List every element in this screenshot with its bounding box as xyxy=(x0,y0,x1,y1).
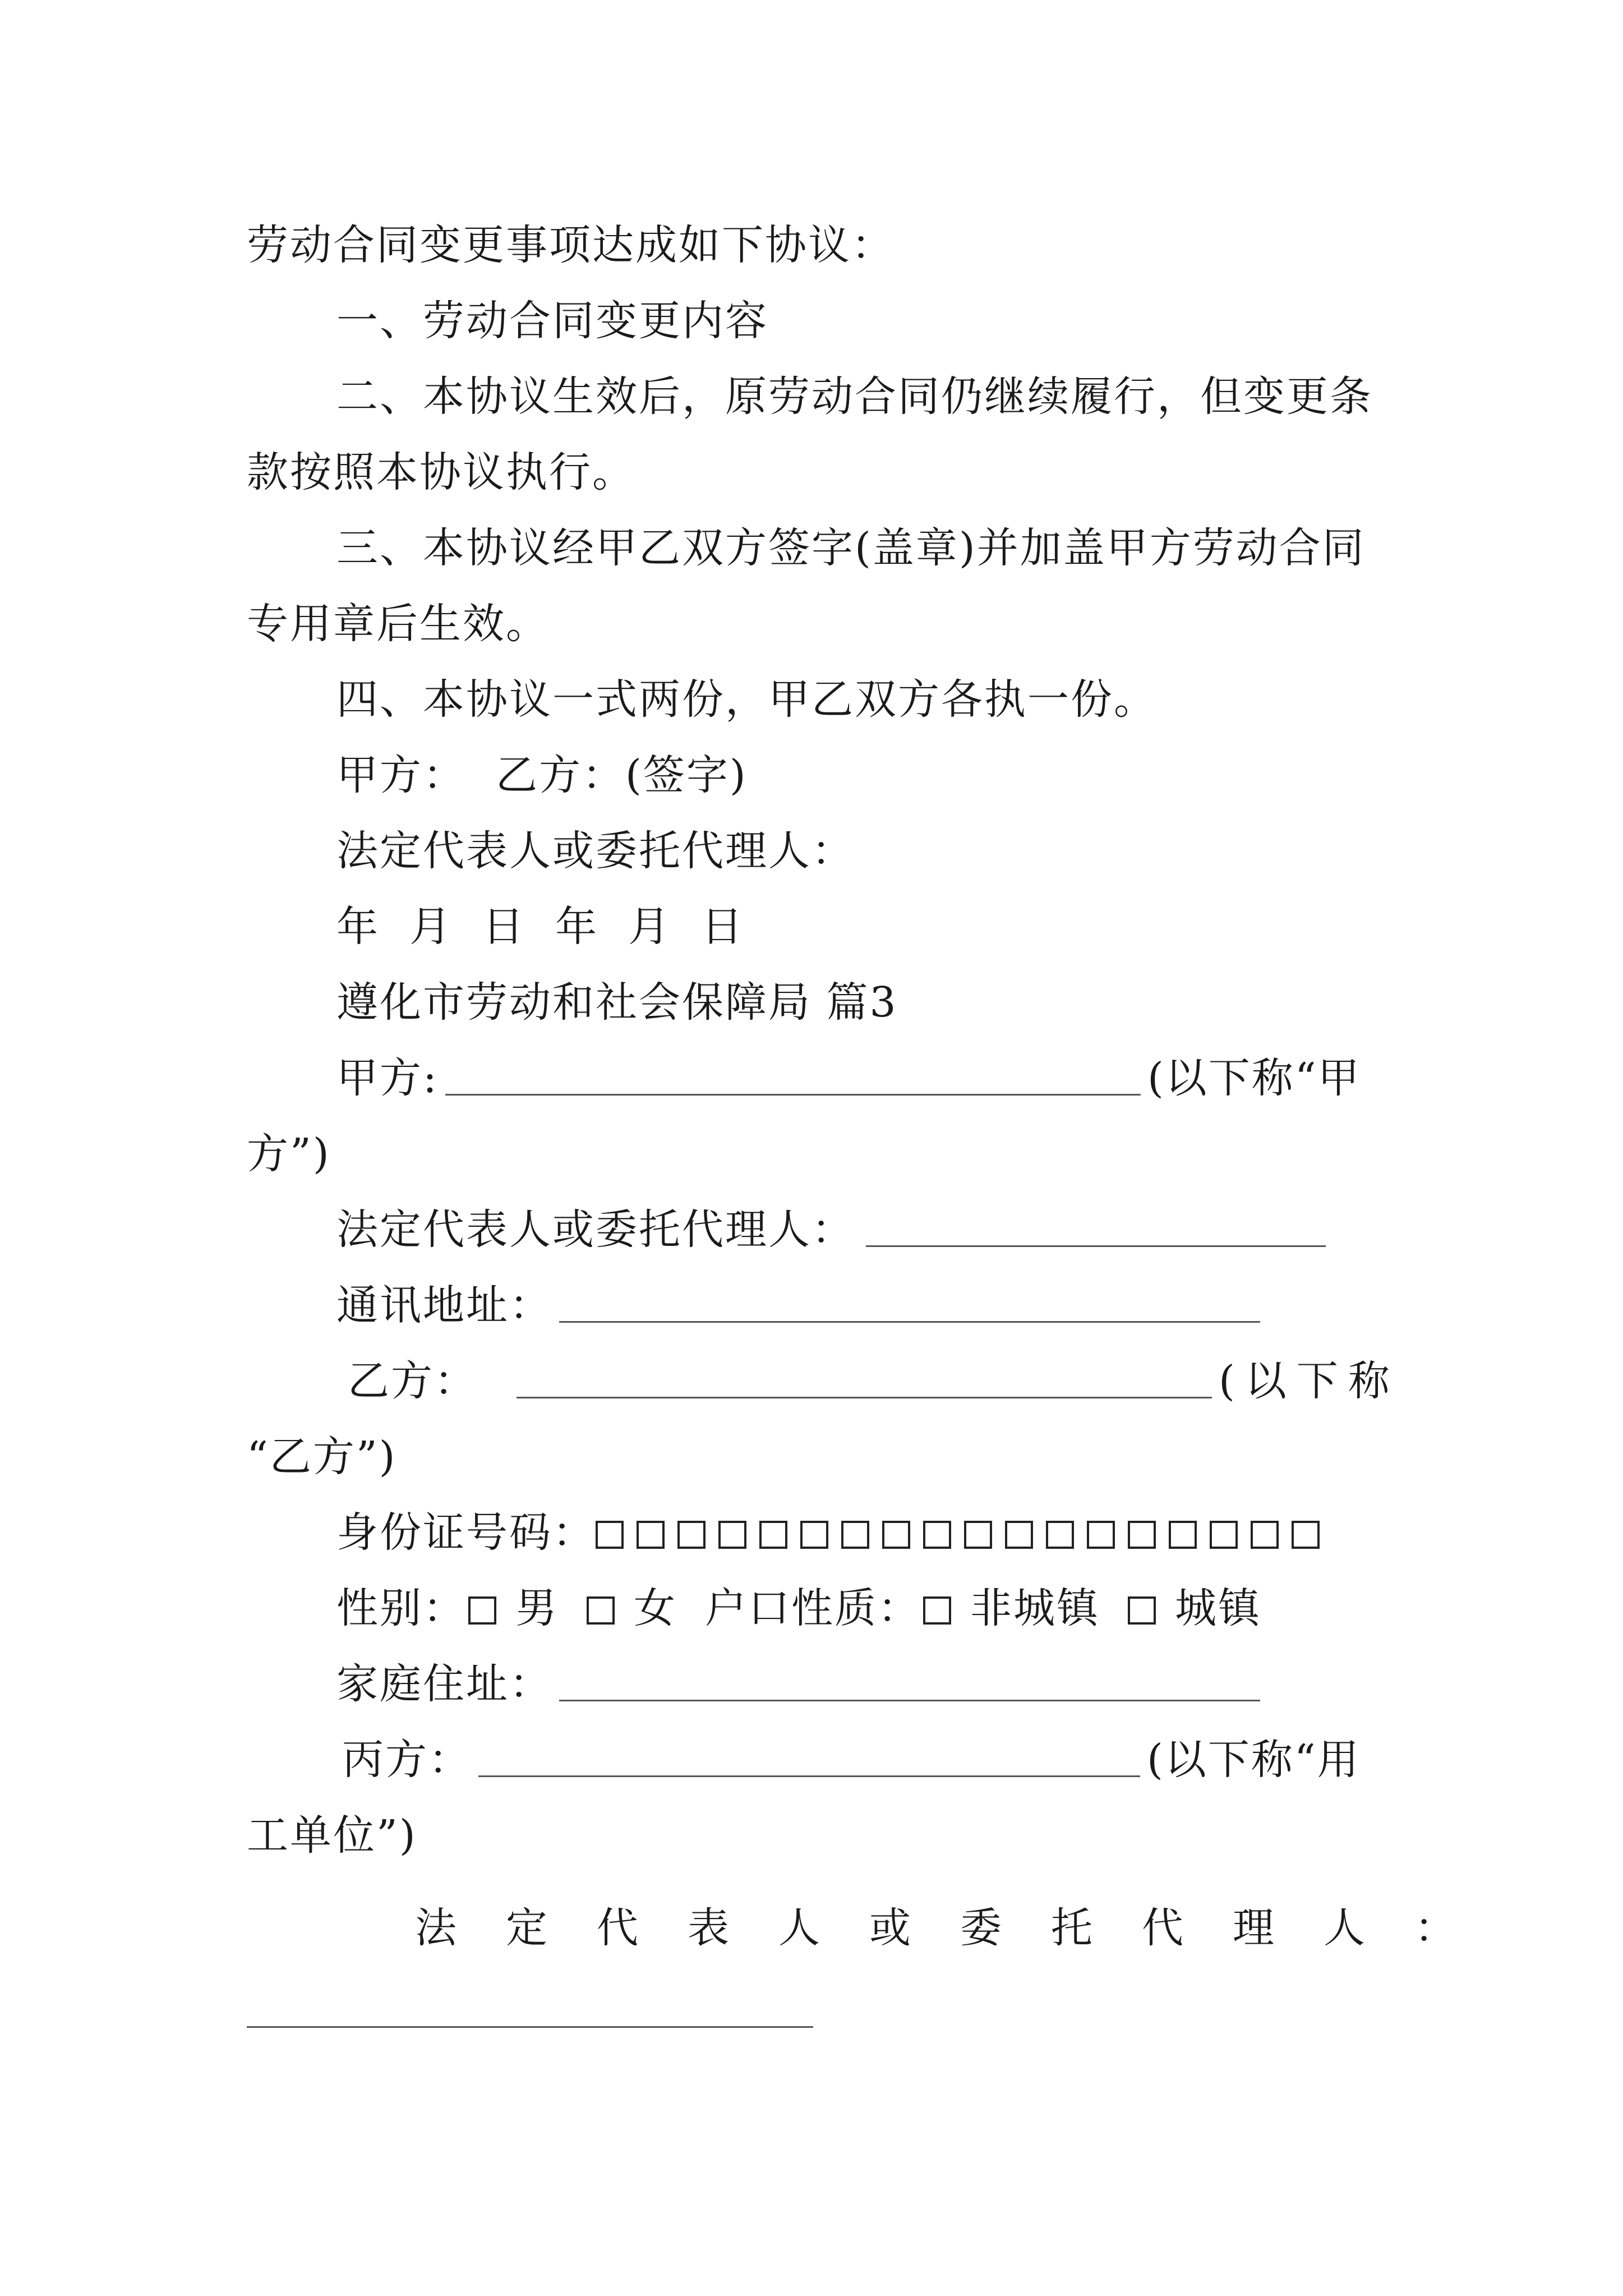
party-c-label: 丙方： xyxy=(342,1736,472,1784)
urban-checkbox[interactable] xyxy=(1128,1596,1156,1625)
party-b-suffix-cont: “乙方”) xyxy=(247,1433,397,1481)
paragraph-line: 劳动合同变更事项达成如下协议： xyxy=(247,221,895,269)
gender-label: 性别： xyxy=(336,1584,466,1632)
clause-text-cont: 款按照本协议执行。 xyxy=(247,448,635,496)
non-urban-label: 非城镇 xyxy=(970,1584,1100,1632)
id-digit-box[interactable] xyxy=(1210,1521,1238,1549)
hukou-label: 户口性质： xyxy=(705,1584,921,1632)
date-line: 年 月 日 年 月 日 xyxy=(336,903,745,951)
urban-label: 城镇 xyxy=(1175,1584,1261,1632)
address-field[interactable] xyxy=(559,1287,1260,1323)
id-digit-box[interactable] xyxy=(800,1521,828,1549)
id-digit-box[interactable] xyxy=(1292,1521,1320,1549)
clause-heading: 一、劳动合同变更内容 xyxy=(336,297,768,345)
clause-text-cont: 专用章后生效。 xyxy=(247,600,549,648)
representative-line: 法定代表人或委托代理人： xyxy=(336,827,855,875)
id-number-label: 身份证号码： xyxy=(336,1508,596,1557)
gender-hukou-row xyxy=(336,1584,1261,1632)
party-c-suffix-cont: 工单位”) xyxy=(247,1811,417,1860)
party-a-field[interactable] xyxy=(445,1060,1141,1096)
party-c-field[interactable] xyxy=(478,1742,1140,1777)
id-digit-box[interactable] xyxy=(923,1521,951,1549)
non-urban-checkbox[interactable] xyxy=(923,1596,951,1625)
address-label: 通讯地址： xyxy=(336,1281,552,1329)
id-digit-box[interactable] xyxy=(1046,1521,1074,1549)
id-digit-box[interactable] xyxy=(841,1521,869,1549)
section-title: 遵化市劳动和社会保障局 篇3 xyxy=(336,978,898,1027)
representative-field-2[interactable] xyxy=(247,2026,813,2028)
party-b-label: 乙方： xyxy=(348,1357,477,1405)
party-c-suffix: (以下称“用 xyxy=(1147,1736,1361,1784)
party-b-field[interactable] xyxy=(517,1363,1212,1398)
representative-label-spread: 法定代表人或委托代理人： xyxy=(415,1904,1505,1952)
female-checkbox[interactable] xyxy=(587,1596,615,1625)
id-digit-box[interactable] xyxy=(882,1521,910,1549)
id-number-row xyxy=(336,1508,1320,1557)
id-digit-box[interactable] xyxy=(718,1521,746,1549)
address-row xyxy=(336,1281,1260,1329)
party-a-suffix-cont: 方”) xyxy=(247,1130,331,1178)
representative-label: 法定代表人或委托代理人： xyxy=(336,1205,855,1254)
home-address-field[interactable] xyxy=(559,1666,1260,1701)
party-c-row xyxy=(342,1736,1361,1784)
signature-line: 甲方： 乙方：(签字) xyxy=(336,751,748,799)
id-digit-box[interactable] xyxy=(637,1521,665,1549)
home-address-row xyxy=(336,1660,1260,1708)
clause-text: 四、本协议一式两份，甲乙双方各执一份。 xyxy=(336,675,1157,724)
female-label: 女 xyxy=(634,1584,677,1632)
id-digit-box[interactable] xyxy=(677,1521,706,1549)
home-address-label: 家庭住址： xyxy=(336,1660,552,1708)
party-b-row xyxy=(348,1357,1400,1405)
male-checkbox[interactable] xyxy=(468,1596,496,1625)
id-digit-box[interactable] xyxy=(1128,1521,1156,1549)
representative-field[interactable] xyxy=(866,1212,1326,1247)
party-b-suffix: (以下称 xyxy=(1219,1357,1400,1405)
representative-row xyxy=(336,1205,1326,1254)
party-a-suffix: (以下称“甲 xyxy=(1147,1054,1361,1102)
id-digit-box[interactable] xyxy=(759,1521,787,1549)
male-label: 男 xyxy=(515,1584,559,1632)
id-digit-box[interactable] xyxy=(596,1521,624,1549)
id-digit-box[interactable] xyxy=(1005,1521,1033,1549)
party-a-label: 甲方: xyxy=(336,1054,439,1102)
id-digit-box[interactable] xyxy=(964,1521,992,1549)
id-digit-box[interactable] xyxy=(1251,1521,1279,1549)
party-a-row xyxy=(336,1054,1361,1102)
id-digit-box[interactable] xyxy=(1087,1521,1115,1549)
id-digit-box[interactable] xyxy=(1169,1521,1197,1549)
clause-text: 三、本协议经甲乙双方签字(盖章)并加盖甲方劳动合同 xyxy=(336,524,1366,572)
clause-text: 二、本协议生效后，原劳动合同仍继续履行，但变更条 xyxy=(336,372,1373,421)
